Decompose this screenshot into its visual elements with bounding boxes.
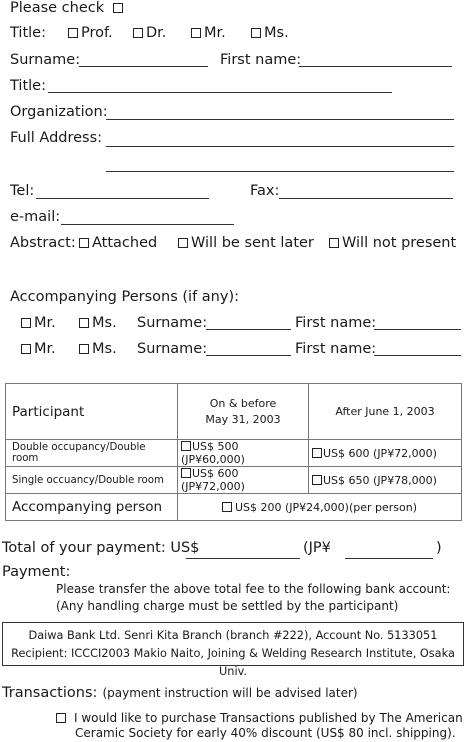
- row-before[interactable]: [178, 467, 309, 494]
- please-check-row: [10, 0, 126, 16]
- checkbox[interactable]: [312, 475, 322, 485]
- accompany-1-surname-field[interactable]: [206, 329, 291, 330]
- row-label: Double occupancy/Double room: [6, 440, 178, 467]
- checkbox[interactable]: [181, 441, 191, 451]
- checkbox[interactable]: [251, 28, 261, 38]
- fee-text: US$ 500 (JP¥60,000): [181, 440, 245, 466]
- option-label: Ms.: [264, 25, 289, 41]
- checkbox[interactable]: [79, 238, 89, 248]
- fax-label: Fax:: [250, 183, 280, 199]
- accompanying-heading: Accompanying Persons (if any):: [10, 289, 239, 305]
- bank-info-box: [2, 622, 464, 678]
- payment-instruction: Please transfer the above total fee to the following bank account:: [56, 582, 451, 596]
- accompany-2-first-name-label: First name:: [295, 341, 377, 357]
- organization-label: Organization:: [10, 104, 108, 120]
- fee-table: [5, 383, 462, 521]
- checkbox[interactable]: [21, 344, 31, 354]
- checkbox[interactable]: [133, 28, 143, 38]
- total-payment-label: Total of your payment: US$: [2, 540, 200, 556]
- first-name-field[interactable]: [299, 66, 452, 67]
- surname-field[interactable]: [79, 66, 208, 67]
- checkbox[interactable]: [79, 344, 89, 354]
- surname-label: Surname:: [10, 52, 81, 68]
- accompany-1-first-name-field[interactable]: [374, 329, 461, 330]
- address-field-2[interactable]: [106, 171, 454, 172]
- option-label: Prof.: [81, 25, 113, 41]
- row-after[interactable]: [309, 440, 462, 467]
- option-label: Mr.: [34, 341, 56, 357]
- tel-field[interactable]: [36, 198, 209, 199]
- first-name-label: First name:: [220, 52, 302, 68]
- abstract-label: Abstract:: [10, 235, 76, 251]
- title-option-mr[interactable]: [191, 25, 226, 41]
- header-participant: Participant: [6, 384, 178, 440]
- row-label: Single occuancy/Double room: [6, 467, 178, 494]
- purchase-line-2: Ceramic Society for early 40% discount (US$ 80 incl. shipping).: [75, 726, 456, 740]
- title2-label: Title:: [10, 78, 46, 94]
- checkbox[interactable]: [312, 448, 322, 458]
- fee-table-header: [6, 384, 462, 440]
- close-paren: ): [436, 540, 442, 556]
- accompany-2-surname-field[interactable]: [206, 355, 291, 356]
- please-check-checkbox[interactable]: [113, 3, 123, 13]
- option-label: Ms.: [92, 315, 117, 331]
- bank-line-1: Daiwa Bank Ltd. Senri Kita Branch (branch #222), Account No. 5133051: [28, 629, 438, 642]
- accompany-1-ms[interactable]: [79, 315, 117, 331]
- table-row: [6, 440, 462, 467]
- checkbox[interactable]: [178, 238, 188, 248]
- fee-text: US$ 600 (JP¥72,000): [181, 467, 245, 493]
- email-label: e-mail:: [10, 209, 61, 225]
- total-jpy-field[interactable]: [345, 558, 433, 559]
- bank-line-2: Recipient: ICCCI2003 Makio Naito, Joining & Welding Research Institute, Osaka Univ.: [11, 647, 455, 678]
- title2-field[interactable]: [48, 92, 392, 93]
- checkbox[interactable]: [222, 502, 232, 512]
- purchase-line-1: I would like to purchase Transactions published by The American: [74, 711, 463, 725]
- address-label: Full Address:: [10, 130, 103, 146]
- tel-label: Tel:: [10, 183, 35, 199]
- payment-note: (Any handling charge must be settled by the participant): [56, 599, 399, 613]
- payment-label: Payment:: [2, 564, 71, 580]
- title-option-dr[interactable]: [133, 25, 166, 41]
- header-after: After June 1, 2003: [309, 384, 462, 440]
- option-label: Mr.: [204, 25, 226, 41]
- accompany-1-surname-label: Surname:: [137, 315, 208, 331]
- option-label: Attached: [92, 235, 158, 251]
- option-label: Will be sent later: [191, 235, 314, 251]
- abstract-option-later[interactable]: [178, 235, 314, 251]
- total-jp-label: (JP¥: [303, 540, 331, 556]
- accompany-2-ms[interactable]: [79, 341, 117, 357]
- table-row: [6, 467, 462, 494]
- checkbox[interactable]: [181, 468, 191, 478]
- fee-text: US$ 650 (JP¥78,000): [323, 473, 437, 487]
- checkbox[interactable]: [79, 318, 89, 328]
- transactions-heading: Transactions:: [2, 685, 98, 701]
- please-check-label: Please check: [10, 0, 105, 16]
- accompany-1-mr[interactable]: [21, 315, 56, 331]
- accompany-2-first-name-field[interactable]: [374, 355, 461, 356]
- accompany-2-surname-label: Surname:: [137, 341, 208, 357]
- abstract-option-attached[interactable]: [79, 235, 157, 251]
- abstract-option-not-present[interactable]: [329, 235, 456, 251]
- title-label: Title:: [10, 25, 46, 41]
- accompany-1-first-name-label: First name:: [295, 315, 377, 331]
- transactions-row: [2, 682, 358, 701]
- fax-field[interactable]: [279, 198, 453, 199]
- option-label: Dr.: [146, 25, 167, 41]
- address-field-1[interactable]: [106, 146, 454, 147]
- accompanying-person-fee[interactable]: [178, 494, 462, 521]
- email-field[interactable]: [61, 224, 234, 225]
- checkbox[interactable]: [68, 28, 78, 38]
- checkbox[interactable]: [21, 318, 31, 328]
- checkbox[interactable]: [329, 238, 339, 248]
- accompanying-person-label: Accompanying person: [6, 494, 178, 521]
- total-usd-field[interactable]: [186, 558, 300, 559]
- option-label: Will not present: [342, 235, 457, 251]
- transactions-note: (payment instruction will be advised later): [102, 686, 358, 700]
- header-before-line2: May 31, 2003: [205, 412, 281, 426]
- accompany-2-mr[interactable]: [21, 341, 56, 357]
- row-before[interactable]: [178, 440, 309, 467]
- option-label: Ms.: [92, 341, 117, 357]
- row-after[interactable]: [309, 467, 462, 494]
- title-option-prof[interactable]: [68, 25, 113, 41]
- checkbox[interactable]: [191, 28, 201, 38]
- table-row: [6, 494, 462, 521]
- transactions-purchase[interactable]: [56, 711, 463, 725]
- fee-text: US$ 200 (JP¥24,000)(per person): [234, 500, 418, 514]
- transactions-checkbox[interactable]: [56, 713, 66, 723]
- title-option-ms[interactable]: [251, 25, 289, 41]
- header-before-line1: On & before: [209, 396, 277, 410]
- option-label: Mr.: [34, 315, 56, 331]
- organization-field[interactable]: [106, 119, 454, 120]
- header-before: [178, 384, 309, 440]
- fee-text: US$ 600 (JP¥72,000): [323, 446, 437, 460]
